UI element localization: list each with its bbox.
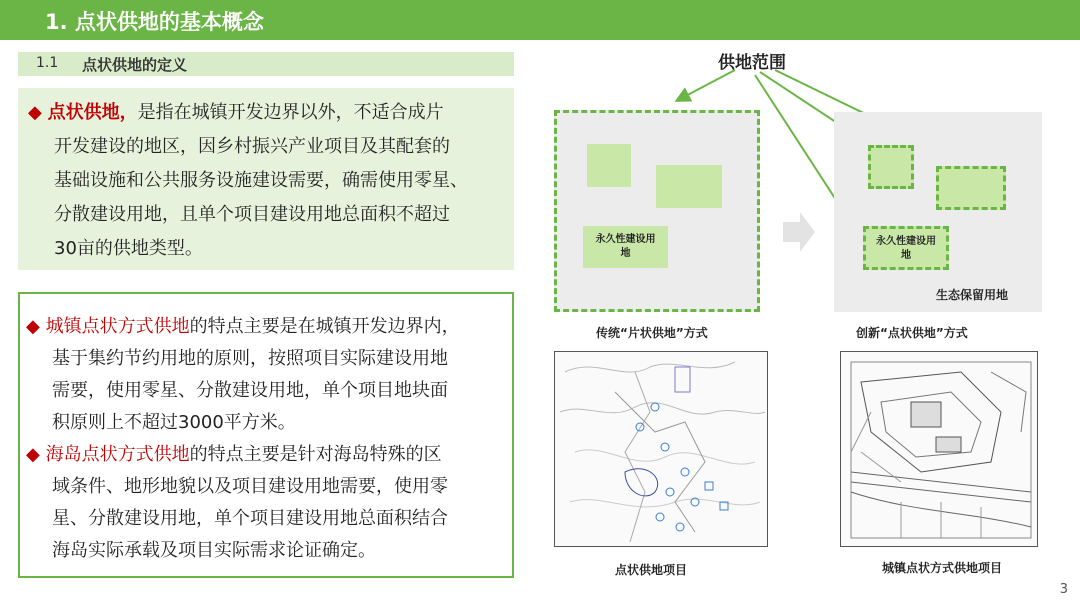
traditional-dashed-boundary [554, 110, 760, 312]
char2-term: 海岛点状方式供地 [45, 444, 190, 465]
point-block-1 [868, 145, 914, 189]
caption-traditional: 传统“片状供地”方式 [596, 326, 708, 340]
map-drawing-left [555, 352, 768, 547]
point-block-2 [936, 166, 1006, 210]
block-label-line-2: 地 [901, 250, 911, 261]
innovative-panel [834, 112, 1042, 312]
section-title: 点状供地的定义 [82, 56, 188, 74]
traditional-block-1 [587, 144, 631, 187]
page-title: 1. 点状供地的基本概念 [45, 10, 264, 34]
bullet-icon: ◆ [26, 444, 40, 465]
traditional-block-3 [583, 226, 668, 268]
definition-text: 是指在城镇开发边界以外，不适合成片 [137, 102, 444, 123]
char1-term: 城镇点状方式供地 [45, 316, 190, 337]
char1-text: 的特点主要是在城镇开发边界内， [189, 316, 460, 337]
section-number: 1.1 [36, 55, 59, 71]
caption-innovative: 创新“点状供地”方式 [856, 326, 968, 340]
char1-line-3: 需要，使用零星、分散建设用地，单个项目地块面 [52, 380, 448, 401]
char2-line-4: 海岛实际承载及项目实际需求论证确定。 [52, 540, 376, 561]
bullet-icon: ◆ [26, 316, 40, 337]
diagram-title: 供地范围 [718, 53, 786, 73]
caption-town-map: 城镇点状方式供地项目 [882, 561, 1003, 575]
innovative-block-label [866, 235, 946, 263]
page-number: 3 [1059, 582, 1068, 597]
definition-term: 点状供地， [47, 102, 138, 123]
eco-label: 生态保留用地 [936, 288, 1009, 302]
char2-line-3: 星、分散建设用地，单个项目建设用地总面积结合 [52, 508, 448, 529]
bullet-icon: ◆ [28, 102, 42, 123]
char2-text: 的特点主要是针对海岛特殊的区 [189, 444, 442, 465]
block-label-line-1: 永久性建设用 [876, 236, 936, 247]
definition-line-3: 基础设施和公共服务设施建设需要，确需使用零星、 [54, 170, 468, 191]
caption-point-map: 点状供地项目 [615, 563, 688, 577]
block-label-line-2: 地 [620, 248, 631, 259]
definition-line-4: 分散建设用地，且单个项目建设用地总面积不超过 [54, 204, 450, 225]
traditional-block-2 [656, 165, 722, 208]
definition-line-5: 30亩的供地类型。 [54, 238, 203, 259]
char1-line-2: 基于集约节约用地的原则，按照项目实际建设用地 [52, 348, 448, 369]
char2-line-2: 域条件、地形地貌以及项目建设用地需要，使用零 [52, 476, 448, 497]
definition-line-2: 开发建设的地区，因乡村振兴产业项目及其配套的 [54, 136, 450, 157]
arrow-left-panel [678, 70, 735, 100]
char1-line-4: 积原则上不超过3000平方米。 [52, 412, 296, 433]
traditional-block-label [583, 233, 668, 261]
block-label-line-1: 永久性建设用 [595, 234, 656, 245]
map-drawing-right [841, 352, 1038, 547]
transition-arrow-icon [783, 212, 815, 252]
town-supply-map [840, 351, 1038, 547]
point-block-3 [863, 226, 949, 270]
point-supply-map [554, 351, 768, 547]
